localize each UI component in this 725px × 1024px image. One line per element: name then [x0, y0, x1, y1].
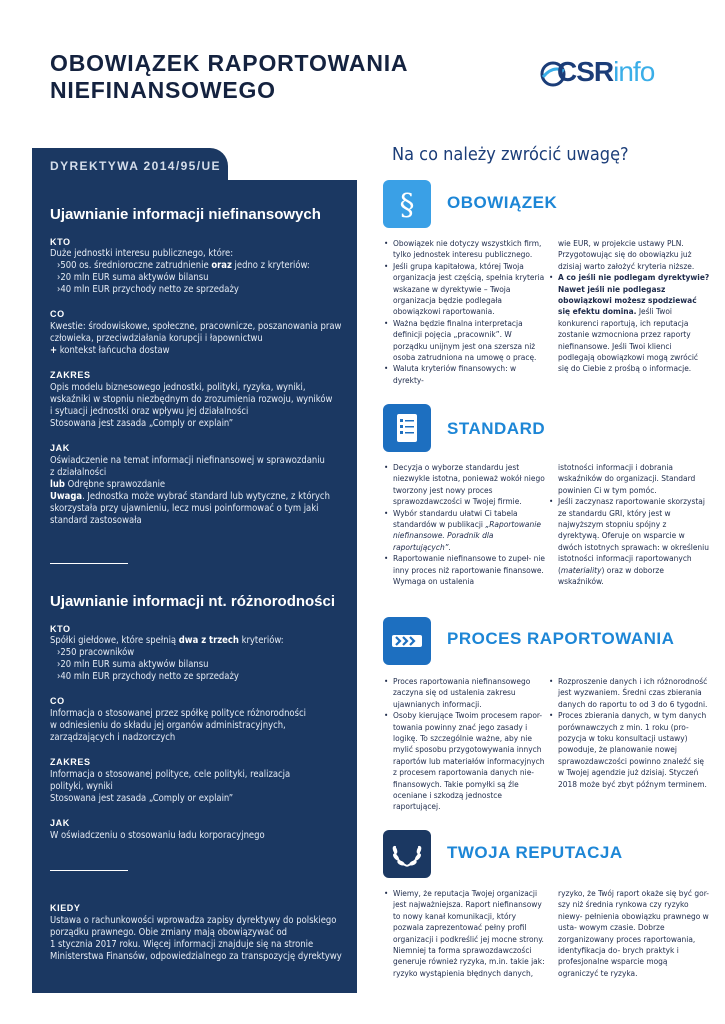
list-item-text: Jeśli zaczynasz raportowanie skorzystaj ze standardu GRI, który jest w najwyższym stopniu spójny z dyrektywą. Oferuje on wsparcie w dwóch istotnych sprawach: w określeniu istotności informacji raportowanych ( — [558, 496, 709, 575]
zakres-line: Informacja o stosowanej polityce, cele polityki, realizacja — [50, 769, 291, 780]
checklist-icon — [383, 404, 431, 452]
right-heading: Na co należy zwrócić uwagę? — [392, 144, 629, 165]
zakres-heading: ZAKRES — [50, 370, 91, 380]
co-line: w odniesieniu do składu jej organów administracyjnych, — [50, 720, 286, 732]
list-item — [548, 272, 710, 375]
zakres-line: Stosowana jest zasada „Comply or explain” — [50, 793, 234, 805]
zakres-line: Opis modelu biznesowego jednostki, polityki, ryzyka, wyniki, — [50, 382, 306, 393]
list-item-text-end: ) oraz w doborze wskaźników. — [558, 564, 664, 587]
jak-line: Oświadczenie na temat informacji niefinansowej w sprawozdaniu — [50, 455, 325, 466]
co-line: zarządzających i nadzorczych — [50, 732, 176, 744]
kto-heading: KTO — [50, 624, 71, 634]
obowiazek-col-1 — [383, 238, 545, 386]
kto-criterion-text: ›500 os. średnioroczne zatrudnienie — [57, 260, 212, 272]
kto-text — [50, 248, 352, 296]
list-item: • Proces zbierania danych, w tym danych porównawczych z min. 1 roku (pro- pozycja w toku konsultacji ustawy) powoduje, że planowanie nowej sprawozdawczości powinno znaleźć się w Twojej agendzie już dzisiaj. Styczeń 2018 może być zbyt późnym terminem. — [548, 710, 710, 790]
kto-line — [50, 635, 352, 647]
plus-sign: + — [50, 345, 58, 357]
uwaga-word: Uwaga — [50, 491, 83, 503]
kto-criterion: ›20 mln EUR suma aktywów bilansu — [57, 272, 209, 284]
kto-criterion: ›40 mln EUR przychody netto ze sprzedaży — [57, 284, 239, 296]
kto-line-text: Spółki giełdowe, które spełnią — [50, 635, 179, 646]
left-panel — [32, 180, 357, 993]
svg-text:§: § — [399, 188, 415, 223]
section-title-reputacja: TWOJA REPUTACJA — [447, 843, 623, 862]
page-title-line-2: NIEFINANSOWEGO — [50, 77, 276, 103]
jak-line-text: . Jednostka może wybrać standard lub wytyczne, z których — [82, 491, 330, 503]
kiedy-heading: KIEDY — [50, 903, 81, 913]
page-title-line-1: OBOWIĄZEK RAPORTOWANIA — [50, 50, 409, 76]
standard-col-1 — [383, 462, 545, 587]
kto-text — [50, 635, 352, 683]
co-line: Informacja o stosowanej przez spółkę polityce różnorodności — [50, 708, 306, 719]
jak-heading: JAK — [50, 818, 70, 828]
two-of-three: dwa z trzech — [178, 635, 239, 646]
section-title-nonfinancial: Ujawnianie informacji niefinansowych — [50, 206, 321, 223]
jak-text — [50, 455, 352, 528]
list-item: • Jeśli grupa kapitałowa, której Twoja organizacja jest częścią, spełnia kryteria wskazane w dyrektywie – Twoja organizacja będzie podlegała obowiązkowi raportowania. — [383, 261, 545, 318]
zakres-line: polityki, wyniki — [50, 781, 113, 793]
kto-line-text-end: kryteriów: — [238, 635, 284, 646]
directive-tab: DYREKTYWA 2014/95/UE — [32, 148, 228, 184]
csrinfo-logo[interactable] — [540, 55, 682, 95]
standard-col-2 — [548, 462, 710, 587]
kiedy-text — [50, 915, 352, 963]
list-item — [383, 508, 545, 554]
paragraph-icon-svg — [383, 180, 431, 228]
checklist-icon-svg — [383, 404, 431, 452]
list-item-bold: A co jeśli nie podlegam dyrektywie? Nawet jeśli nie podlegasz obowiązkowi możesz spodziewać się efektu domina. — [558, 272, 710, 317]
zakres-heading: ZAKRES — [50, 757, 91, 767]
section-title-proces: PROCES RAPORTOWANIA — [447, 629, 675, 648]
kiedy-line: porządku prawnego. Obie zmiany mają obowiązywać od — [50, 927, 288, 939]
list-item: • Rozproszenie danych i ich różnorodność jest wyzwaniem. Średni czas zbierania danych do raportu to od 3 do 6 tygodni. — [548, 676, 710, 710]
continuation-text: istotności informacji i dobrania wskaźników do organizacji. Standard powinien Ci w tym pomóc. — [558, 462, 696, 495]
obowiazek-col-2 — [548, 238, 710, 375]
materiality-term: materiality — [560, 564, 602, 575]
kto-criterion — [50, 260, 352, 272]
page-title — [50, 50, 490, 104]
publication-title: „Raportowanie niefinansowe. Poradnik dla raportujących”. — [393, 519, 541, 552]
continuation-text: wie EUR, w projekcie ustawy PLN. Przygotowując się do obowiązku już dzisiaj warto założyć kryteria niższe. — [558, 238, 695, 271]
lub-word: lub — [50, 479, 65, 491]
kiedy-line: Ministerstwa Finansów, odpowiedzialnego za transpozycję dyrektywy — [50, 951, 342, 963]
proces-col-1 — [383, 676, 545, 813]
chevrons-right-icon-svg — [383, 617, 431, 665]
co-line: Kwestie: środowiskowe, społeczne, pracownicze, poszanowania praw — [50, 321, 342, 332]
reputacja-col-2 — [548, 888, 710, 979]
continuation-text: ryzyko, że Twój raport okaże się być gor- szy niż średnia rynkowa czy ryzyko niewy- pełnienia obowiązku prawnego w usta- wowym czasie. Dobrze zorganizowany proces raportowania, identyfikacja do- brych praktyk i profesjonalne wsparcie mogą ograniczyć te ryzyka. — [558, 888, 709, 978]
list-item: • Raportowanie niefinansowe to zupeł- nie inny proces niż raportowanie finansowe. Wymaga on ustalenia — [383, 553, 545, 587]
jak-line: standard zastosowała — [50, 515, 142, 527]
jak-line-text: Odrębne sprawozdanie — [64, 479, 166, 491]
co-line: człowieka, przeciwdziałania korupcji i łapownictwu — [50, 333, 263, 345]
list-item: • Wiemy, że reputacja Twojej organizacji jest najważniejsza. Raport niefinansowy to nowy kanał komunikacji, który pozwala zaprezentować pełny profil organizacji i podkreślić jej mocne strony. Niemniej ta forma sprawozdawczości generuje również ryzyka, m.in. takie jak: ryzyko wystąpienia błędnych danych, — [383, 888, 545, 979]
laurel-wreath-icon — [383, 830, 431, 878]
zakres-text — [50, 382, 352, 430]
logo-info: info — [613, 56, 655, 87]
kto-criterion-text-end: jedno z kryteriów: — [231, 260, 310, 272]
jak-text: W oświadczeniu o stosowaniu ładu korporacyjnego — [50, 830, 265, 841]
co-heading: CO — [50, 309, 65, 319]
section-divider — [50, 563, 128, 564]
zakres-text — [50, 769, 352, 805]
list-item: • Obowiązek nie dotyczy wszystkich firm, tylko jednostek interesu publicznego. — [383, 238, 545, 261]
paragraph-icon — [383, 180, 431, 228]
jak-line: skorzystała przy ujawnieniu, lecz musi poinformować o tym jaki — [50, 503, 319, 515]
zakres-line: wskaźniki w stopniu niezbędnym do zrozumienia rozwoju, wyników — [50, 394, 333, 406]
reputacja-col-1 — [383, 888, 545, 979]
kto-criterion: ›40 mln EUR przychody netto ze sprzedaży — [57, 671, 239, 683]
list-item: • Decyzja o wyborze standardu jest niezwykle istotna, ponieważ wokół niego tworzony jest nowy proces sprawozdawczości w Twojej firmie. — [383, 462, 545, 508]
jak-line — [50, 491, 352, 503]
kto-line: Duże jednostki interesu publicznego, które: — [50, 248, 234, 259]
zakres-line: Stosowana jest zasada „Comply or explain” — [50, 418, 234, 430]
co-text — [50, 708, 352, 744]
list-item-text: Wybór standardu ułatwi Ci tabela standardów w publikacji — [393, 507, 518, 530]
co-line-text: kontekst łańcucha dostaw — [57, 345, 170, 357]
list-item — [548, 496, 710, 587]
proces-col-2 — [548, 676, 710, 790]
list-item-text: Jeśli Twoi konkurenci raportują, ich reputacja zostanie wzmocniona przez raporty niefinansowe. Jeśli Twoi klienci podlegają obowiązkowi mogą zwrócić się do Ciebie z prośbą o informacje. — [558, 306, 699, 374]
list-item: • Osoby kierujące Twoim procesem rapor- towania powinny znać jego zasady i logikę. To szczególnie ważne, aby nie mylić sposobu przygotowywania innych raportów lub materiałów informacyjnych z procesem raportowania danych nie- finansowych. Takie pomyłki są źle oceniane i szkodzą jednostce raportującej. — [383, 710, 545, 813]
list-item: • Proces raportowania niefinansowego zaczyna się od ustalenia zakresu ujawnianych informacji. — [383, 676, 545, 710]
section-divider — [50, 870, 128, 871]
list-item: • Waluta kryteriów finansowych: w dyrekty- — [383, 363, 545, 386]
logo-text — [557, 56, 654, 88]
chevrons-right-icon — [383, 617, 431, 665]
kto-criterion: ›20 mln EUR suma aktywów bilansu — [57, 659, 209, 671]
co-text — [50, 321, 352, 357]
zakres-line: i sytuacji jednostki oraz wpływu jej działalności — [50, 406, 249, 418]
list-item: • Ważna będzie finalna interpretacja definicji pojęcia „pracownik”. W porządku unijnym jest ona szersza niż osoba zatrudniona na umowę o pracę. — [383, 318, 545, 364]
kto-heading: KTO — [50, 237, 71, 247]
jak-heading: JAK — [50, 443, 70, 453]
kiedy-line: Ustawa o rachunkowości wprowadza zapisy dyrektywy do polskiego — [50, 915, 337, 926]
section-title-standard: STANDARD — [447, 419, 546, 438]
laurel-wreath-icon-svg — [383, 830, 431, 878]
kiedy-line: 1 stycznia 2017 roku. Więcej informacji znajduje się na stronie — [50, 939, 314, 951]
section-title-obowiazek: OBOWIĄZEK — [447, 193, 558, 212]
logo-csr: CSR — [557, 56, 614, 87]
co-line — [50, 345, 352, 357]
co-heading: CO — [50, 696, 65, 706]
jak-line — [50, 479, 352, 491]
kto-oraz: oraz — [211, 260, 232, 272]
jak-line: z działalności — [50, 467, 107, 479]
section-title-diversity: Ujawnianie informacji nt. różnorodności — [50, 593, 336, 610]
kto-criterion: ›250 pracowników — [57, 647, 135, 659]
